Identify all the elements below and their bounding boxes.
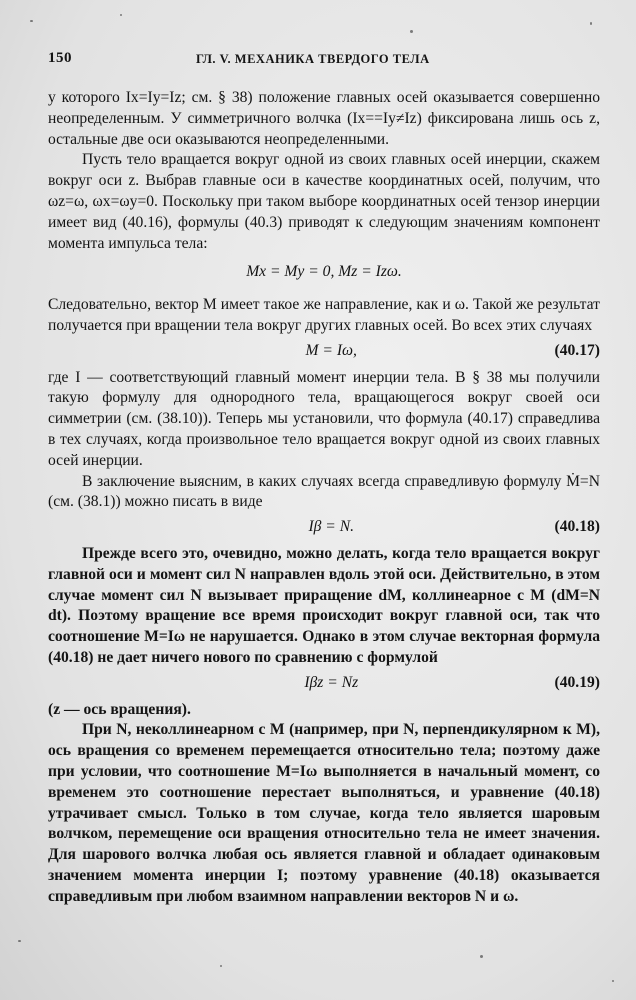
scan-noise bbox=[18, 940, 21, 942]
page-header bbox=[48, 50, 600, 72]
equation-40-19 bbox=[48, 673, 600, 694]
scan-noise bbox=[480, 955, 483, 958]
equation-40-18 bbox=[48, 517, 600, 538]
equation-number: (40.17) bbox=[554, 341, 600, 359]
equation-number: (40.19) bbox=[554, 673, 600, 691]
scan-noise bbox=[120, 14, 122, 16]
page-body bbox=[48, 88, 600, 907]
page-number: 150 bbox=[48, 50, 72, 66]
paragraph-8: При N, неколлинеарном с M (например, при N, перпендикулярном к M), ось вращения со временем перемещается относительно тела; поэтому даже при условии, что соотношение M=Iω выполняется в начальный момент, со временем это соотношение перестает выполняться, и уравнение (40.18) утрачивает смысл. Только в том случае, когда тело является шаровым волчком, перемещение оси вращения относительно тела не имеет значения. Для шарового волчка любая ось является главной и обладает одинаковым значением момента инерции I; поэтому уравнение (40.18) оказывается справедливым при любом взаимном направлении векторов N и ω. bbox=[48, 721, 600, 905]
formula-text: M = Iω, bbox=[305, 341, 357, 359]
scan-noise bbox=[612, 980, 614, 982]
paragraph-4: где I — соответствующий главный момент инерции тела. В § 38 мы получили такую формулу для однородного тела, вращающегося вокруг своей оси симметрии (см. (38.10)). Теперь мы установили, что формула (40.17) справедлива в тех случаях, когда произвольное тело вращается вокруг одной из своих главных осей инерции. bbox=[48, 368, 600, 469]
paragraph-7: (z — ось вращения). bbox=[48, 700, 191, 718]
equation-40-17 bbox=[48, 341, 600, 362]
scan-noise bbox=[410, 30, 413, 33]
scan-noise bbox=[220, 965, 222, 967]
paragraph-2: Пусть тело вращается вокруг одной из своих главных осей инерции, скажем вокруг оси z. Выбрав главные оси в качестве координатных осей, получим, что ωz=ω, ωx=ωy=0. Поскольку при таком выборе координатных осей тензор инерции имеет вид (40.16), формулы (40.3) приводят к следующим значениям компонент момента импульса тела: bbox=[48, 151, 600, 252]
formula-text: Iβ = N. bbox=[308, 518, 355, 536]
paragraph-6: Прежде всего это, очевидно, можно делать, когда тело вращается вокруг главной оси и момент сил N направлен вдоль этой оси. Действительно, в этом случае момент сил N вызывает приращение dM, коллинеарное с M (dM=N dt). Поэтому вращение все время происходит вокруг главной оси, так что соотношение M=Iω не нарушается. Однако в этом случае векторная формула (40.18) не дает ничего нового по сравнению с формулой bbox=[48, 544, 600, 666]
paragraph-3: Следовательно, вектор M имеет такое же направление, как и ω. Такой же результат получается при вращении тела вокруг других главных осей. Во всех этих случаях bbox=[48, 296, 600, 334]
formula-moment-components: Mx = My = 0, Mz = Izω. bbox=[246, 263, 402, 281]
paragraph-5: В заключение выясним, в каких случаях всегда справедливую формулу Ṁ=N (см. (38.1)) можно писать в виде bbox=[48, 472, 600, 511]
equation-number: (40.18) bbox=[554, 518, 600, 536]
running-title: ГЛ. V. МЕХАНИКА ТВЕРДОГО ТЕЛА bbox=[196, 52, 430, 66]
scan-noise bbox=[30, 20, 33, 22]
scan-noise bbox=[590, 22, 592, 25]
paragraph-1: у которого Ix=Iy=Iz; см. § 38) положение главных осей оказывается совершенно неопределенным. У симметричного волчка (Ix==Iy≠Iz) фиксирована лишь ось z, остальные две оси оказываются неопределенными. bbox=[48, 89, 600, 148]
formula-text: Iβz = Nz bbox=[304, 673, 359, 691]
